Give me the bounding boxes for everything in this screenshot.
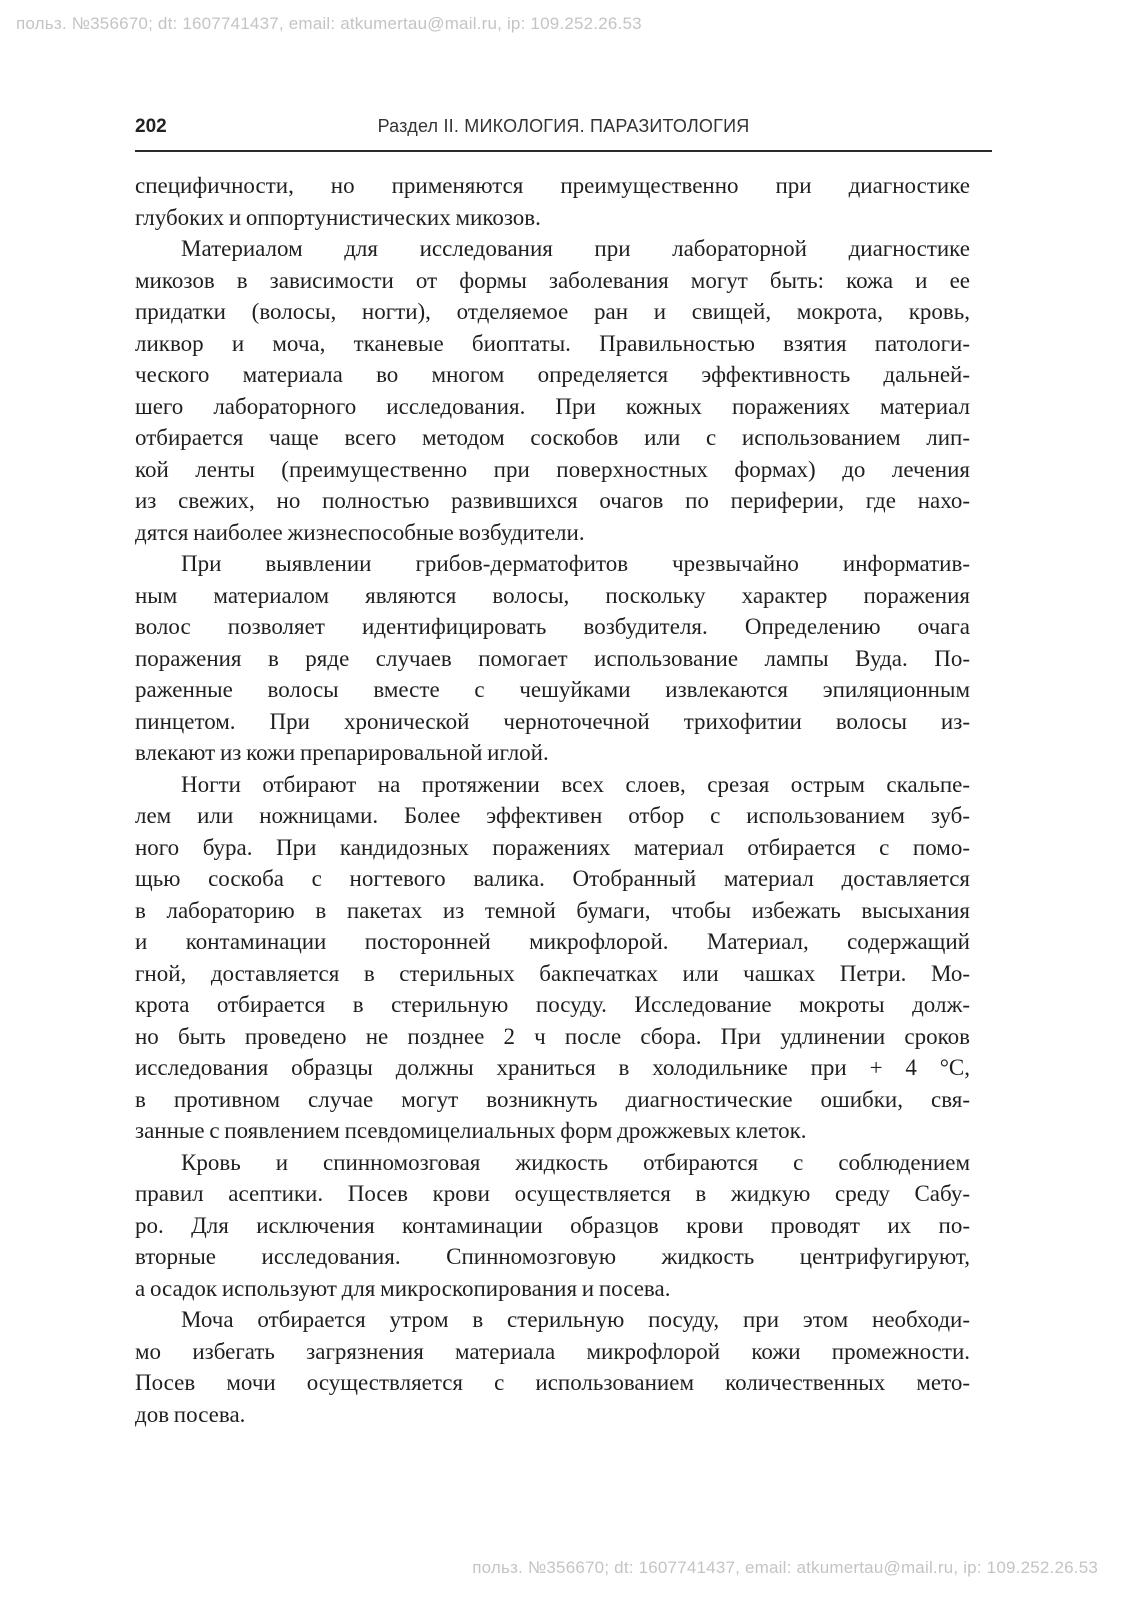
text-line: шего лабораторного исследования. При кожных поражениях материал — [135, 393, 970, 419]
page-number: 202 — [135, 116, 167, 137]
text-line: но быть проведено не позднее 2 ч после сбора. При удлинении сроков — [135, 1023, 970, 1049]
text-line: При выявлении грибов-дерматофитов чрезвычайно информатив- — [181, 551, 970, 576]
text-line: раженные волосы вместе с чешуйками извлекаются эпиляционным — [135, 677, 970, 702]
text-line: вторные исследования. Спинномозговую жидкость центрифугируют, — [135, 1244, 970, 1269]
text-line: поражения в ряде случаев помогает использование лампы Вуда. По- — [135, 645, 970, 671]
text-line: Материалом для исследования при лабораторной диагностике — [181, 236, 970, 261]
text-line: ного бура. При кандидозных поражениях материал отбирается с помо- — [135, 834, 970, 860]
text-line: специфичности, но применяются преимущественно при диагностике — [135, 173, 970, 198]
text-line: Кровь и спинномозговая жидкость отбираются с соблюдением — [181, 1149, 970, 1175]
watermark-bottom: польз. №356670; dt: 1607741437, email: atkumertau@mail.ru, ip: 109.252.26.53 — [472, 1558, 1098, 1577]
header-rule — [135, 150, 992, 152]
text-line: дятся наиболее жизнеспособные возбудители. — [135, 519, 585, 545]
text-line: крота отбирается в стерильную посуду. Исследование мокроты долж- — [135, 992, 970, 1017]
text-line: ным материалом являются волосы, поскольку характер поражения — [135, 582, 970, 608]
section-title: Раздел II. МИКОЛОГИЯ. ПАРАЗИТОЛОГИЯ — [377, 116, 750, 136]
text-line: придатки (волосы, ногти), отделяемое ран и свищей, мокрота, кровь, — [135, 299, 970, 324]
text-line: а осадок используют для микроскопирования и посева. — [135, 1275, 671, 1301]
text-line: Посев мочи осуществляется с использованием количественных мето- — [135, 1370, 970, 1395]
text-line: ро. Для исключения контаминации образцов крови проводят их по- — [135, 1212, 970, 1238]
text-line: пинцетом. При хронической черноточечной трихофитии волосы из- — [135, 708, 970, 734]
text-line: правил асептики. Посев крови осуществляется в жидкую среду Сабу- — [135, 1181, 970, 1206]
text-line: лем или ножницами. Более эффективен отбор с использованием зуб- — [135, 803, 970, 828]
text-line: занные с появлением псевдомицелиальных форм дрожжевых клеток. — [135, 1118, 807, 1143]
text-line: дов посева. — [135, 1401, 246, 1427]
text-line: микозов в зависимости от формы заболевания могут быть: кожа и ее — [135, 267, 970, 293]
text-line: гной, доставляется в стерильных бакпечатках или чашках Петри. Мо- — [135, 960, 970, 986]
text-line: глубоких и оппортунистических микозов. — [135, 204, 541, 230]
text-line: ческого материала во многом определяется эффективность дальней- — [135, 362, 970, 387]
text-line: влекают из кожи препарировальной иглой. — [135, 740, 549, 765]
body-text — [135, 170, 970, 1430]
text-line: щью соскоба с ногтевого валика. Отобранный материал доставляется — [135, 866, 970, 891]
watermark-top: польз. №356670; dt: 1607741437, email: atkumertau@mail.ru, ip: 109.252.26.53 — [16, 14, 642, 33]
text-line: в противном случае могут возникнуть диагностические ошибки, свя- — [135, 1086, 970, 1112]
text-line: из свежих, но полностью развившихся очагов по периферии, где нахо- — [135, 488, 970, 513]
text-line: волос позволяет идентифицировать возбудителя. Определению очага — [135, 614, 970, 639]
text-line: кой ленты (преимущественно при поверхностных формах) до лечения — [135, 456, 970, 482]
running-head — [135, 113, 992, 143]
text-line: Ногти отбирают на протяжении всех слоев, срезая острым скальпе- — [181, 771, 970, 797]
text-line: мо избегать загрязнения материала микрофлорой кожи промежности. — [135, 1338, 970, 1364]
text-line: Моча отбирается утром в стерильную посуду, при этом необходи- — [181, 1307, 970, 1332]
text-line: отбирается чаще всего методом соскобов или с использованием лип- — [135, 425, 970, 450]
text-line: в лабораторию в пакетах из темной бумаги, чтобы избежать высыхания — [135, 897, 970, 923]
text-line: ликвор и моча, тканевые биоптаты. Правильностью взятия патологи- — [135, 330, 970, 356]
text-line: исследования образцы должны храниться в холодильнике при + 4 °С, — [135, 1055, 970, 1080]
text-line: и контаминации посторонней микрофлорой. Материал, содержащий — [135, 929, 970, 954]
